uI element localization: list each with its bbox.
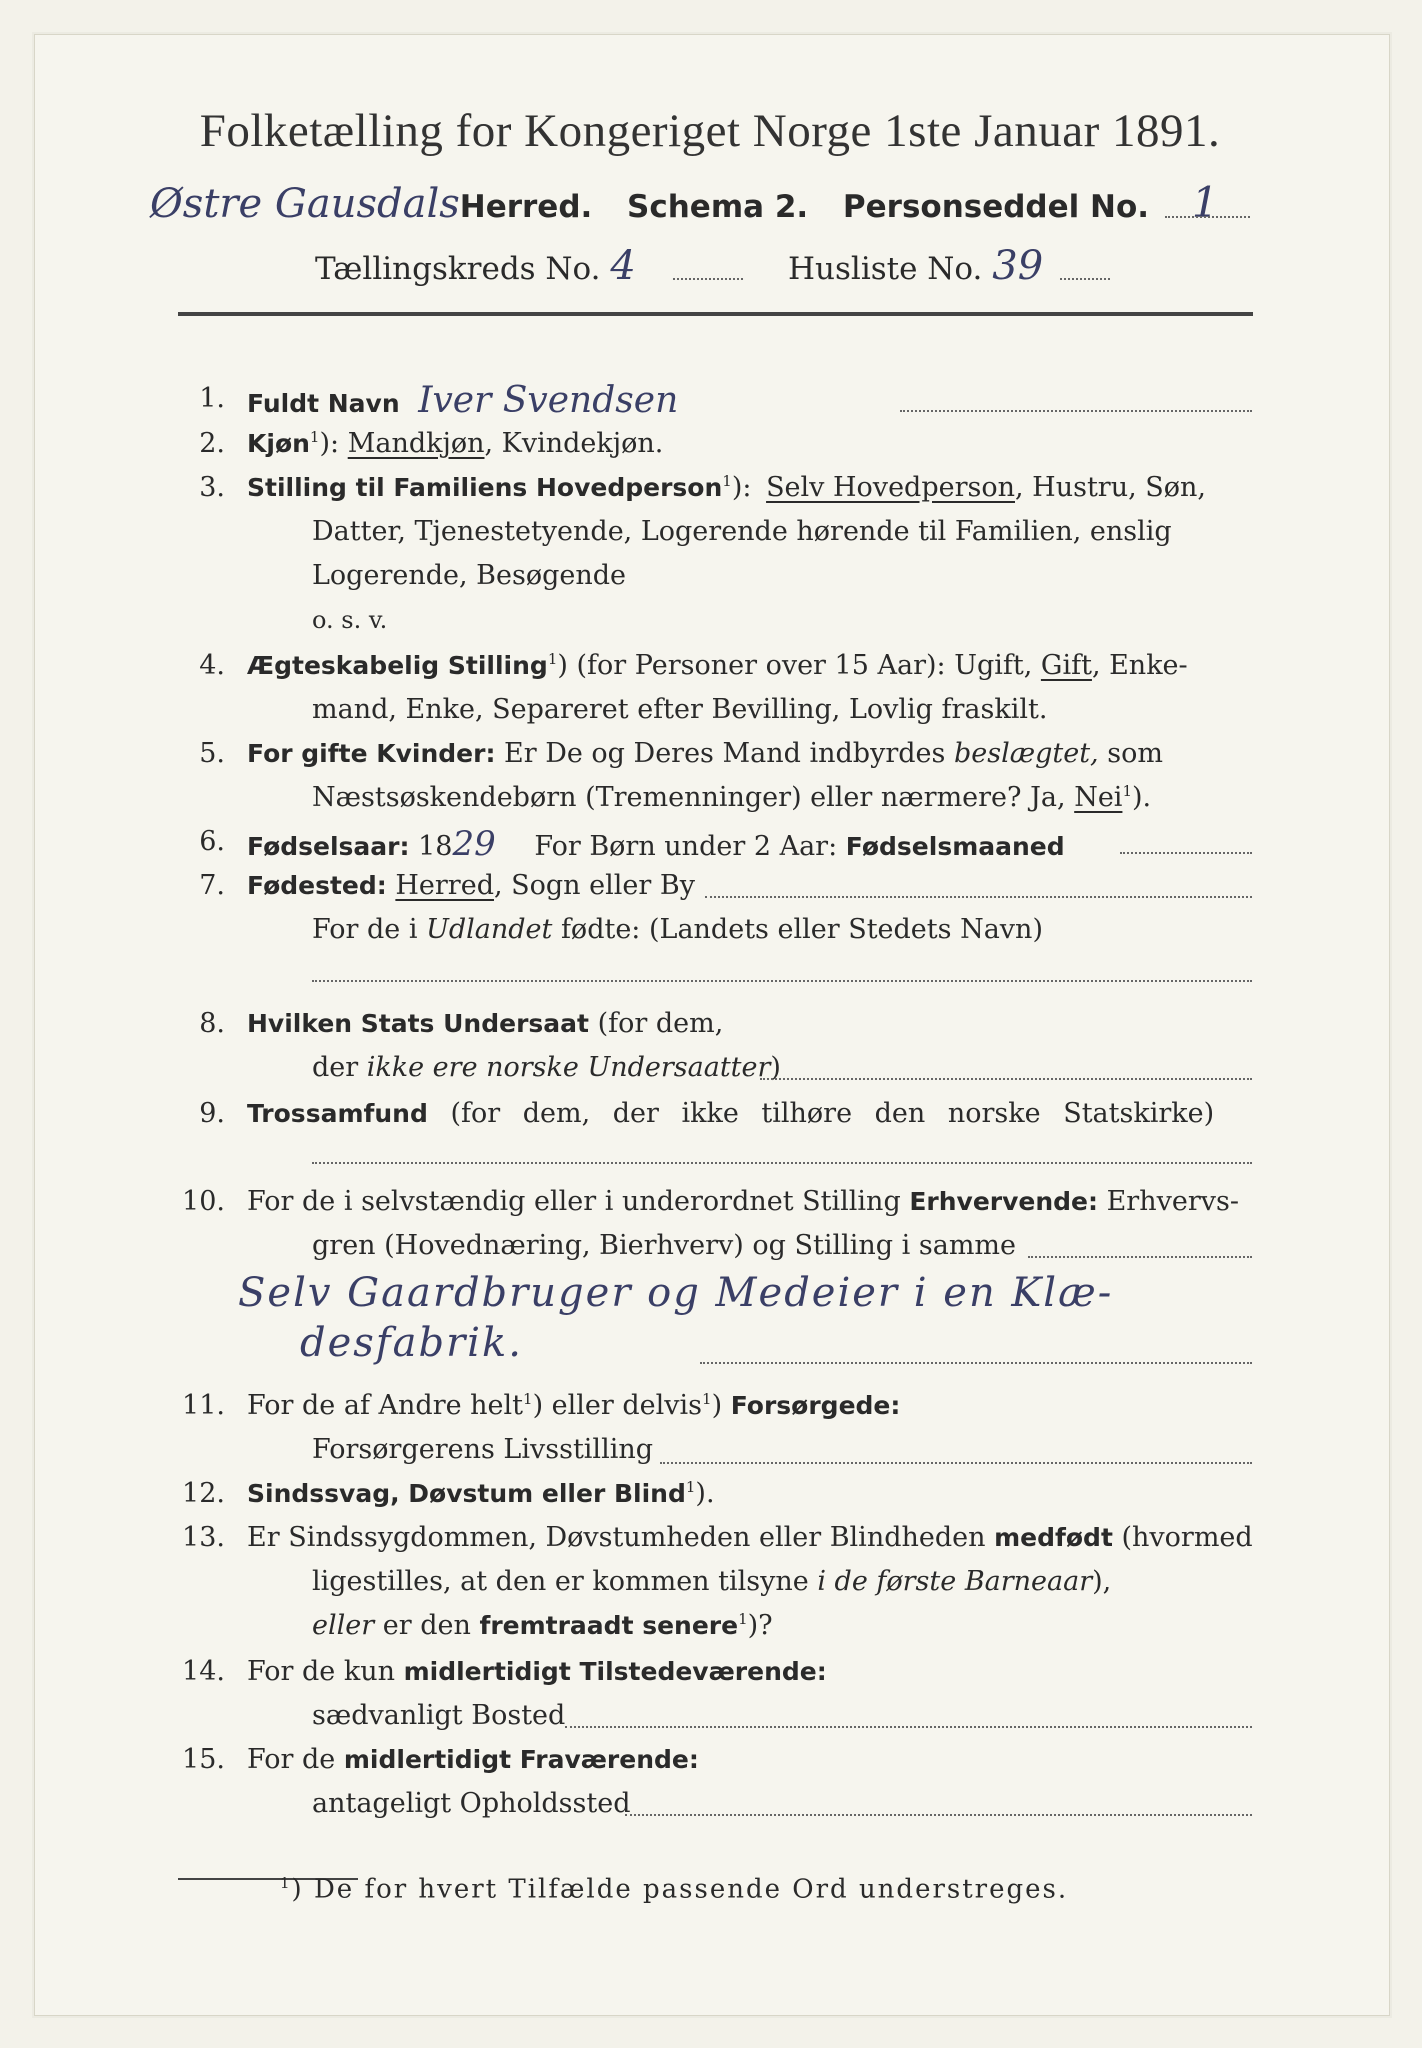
q6-label2: Fødselsmaaned bbox=[845, 832, 1065, 861]
q10-line2: gren (Hovednæring, Bierhverv) og Stilling i samme bbox=[312, 1230, 1017, 1261]
q10-dotline2 bbox=[700, 1362, 1252, 1364]
q5-label: For gifte Kvinder: bbox=[247, 739, 496, 768]
q13-label: medfødt bbox=[994, 1523, 1113, 1552]
q12-number: 12. bbox=[182, 1478, 225, 1509]
q7-dotline2 bbox=[312, 980, 1252, 982]
q3-number: 3. bbox=[199, 472, 225, 503]
q13-line3: eller er den fremtraadt senere$^1$)? bbox=[312, 1610, 773, 1641]
q11-line1: For de af Andre helt$^1$) eller delvis$^1$) Forsørgede: bbox=[247, 1390, 901, 1421]
q5-number: 5. bbox=[199, 738, 225, 769]
q7-label: Fødested: bbox=[247, 871, 387, 900]
q12-line: Sindssvag, Døvstum eller Blind$^1$). bbox=[247, 1478, 715, 1509]
q8-line1: Hvilken Stats Undersaat (for dem, bbox=[247, 1008, 724, 1039]
q11-dotline bbox=[660, 1462, 1252, 1464]
herred-value: Østre Gausdals bbox=[150, 181, 460, 227]
q14-dotline bbox=[565, 1726, 1252, 1728]
q7-line1: Fødested: Herred, Sogn eller By bbox=[247, 870, 695, 901]
q12-label: Sindssvag, Døvstum eller Blind bbox=[247, 1479, 686, 1508]
herred-label: Herred. bbox=[459, 189, 593, 225]
q8-line2: der ikke ere norske Undersaatter) bbox=[312, 1052, 781, 1083]
q7-line2: For de i Udlandet fødte: (Landets eller Stedets Navn) bbox=[312, 914, 1043, 945]
kreds-value: 4 bbox=[610, 243, 636, 289]
q9-label: Trossamfund bbox=[247, 1099, 428, 1128]
q14-number: 14. bbox=[182, 1656, 225, 1687]
q8-dotline bbox=[760, 1078, 1252, 1080]
q15-line2: antageligt Opholdssted bbox=[312, 1788, 631, 1819]
q7-number: 7. bbox=[199, 870, 225, 901]
kreds-line bbox=[315, 243, 636, 289]
q15-line1: For de midlertidigt Fraværende: bbox=[247, 1744, 699, 1775]
q6-number: 6. bbox=[199, 826, 225, 857]
q15-number: 15. bbox=[182, 1744, 225, 1775]
q14-line1: For de kun midlertidigt Tilstedeværende: bbox=[247, 1656, 827, 1687]
form-title: Folketælling for Kongeriget Norge 1ste Januar 1891. bbox=[199, 105, 1221, 157]
q7-dotline bbox=[705, 896, 1252, 898]
q6-line: Fødselsaar: 1829 For Børn under 2 Aar: Fødselsmaaned bbox=[247, 824, 1065, 864]
q5-line1: For gifte Kvinder: Er De og Deres Mand indbyrdes beslægtet, som bbox=[247, 738, 1163, 769]
q9-dotline bbox=[312, 1162, 1252, 1164]
q2-label: Kjøn bbox=[247, 429, 310, 458]
q8-number: 8. bbox=[199, 1008, 225, 1039]
husliste-label: Husliste No. bbox=[788, 251, 983, 287]
q5-line2: Næstsøskendebørn (Tremenninger) eller nærmere? Ja, Nei$^1$). bbox=[312, 782, 1152, 813]
q4-line2: mand, Enke, Separeret efter Bevilling, Lovlig fraskilt. bbox=[312, 694, 1048, 725]
q8-label: Hvilken Stats Undersaat bbox=[247, 1009, 589, 1038]
q11-label: Forsørgede: bbox=[730, 1391, 901, 1420]
husliste-dotline bbox=[1060, 278, 1110, 280]
q14-label: midlertidigt Tilstedeværende: bbox=[403, 1657, 827, 1686]
kreds-label: Tællingskreds No. bbox=[315, 251, 601, 287]
schema-label: Schema 2. bbox=[627, 189, 809, 225]
q5-selected-option: Nei bbox=[1074, 782, 1123, 813]
q15-label: midlertidigt Fraværende: bbox=[343, 1745, 699, 1774]
kreds-dotline bbox=[673, 278, 743, 280]
header-rule bbox=[178, 312, 1253, 316]
q2-line: Kjøn$^1$): Mandkjøn, Kvindekjøn. bbox=[247, 428, 664, 459]
q1-number: 1. bbox=[199, 383, 225, 414]
personseddel-value: 1 bbox=[1191, 178, 1219, 227]
footnote-line: $^1$) De for hvert Tilfælde passende Ord understreges. bbox=[280, 1874, 1069, 1905]
q13-number: 13. bbox=[182, 1522, 225, 1553]
q13-label3: fremtraadt senere bbox=[479, 1611, 739, 1640]
q3-line2: Datter, Tjenestetyende, Logerende hørende til Familien, enslig bbox=[312, 516, 1172, 547]
q7-selected-option: Herred bbox=[395, 870, 494, 901]
q4-label: Ægteskabelig Stilling bbox=[247, 651, 548, 680]
q3-line1: Stilling til Familiens Hovedperson$^1$): Selv Hovedperson, Hustru, Søn, bbox=[247, 472, 1206, 503]
q11-number: 11. bbox=[182, 1390, 225, 1421]
q14-line2: sædvanligt Bosted bbox=[312, 1700, 566, 1731]
husliste-line bbox=[788, 243, 1043, 289]
q6-dotline bbox=[1120, 852, 1252, 854]
q4-line1: Ægteskabelig Stilling$^1$) (for Personer over 15 Aar): Ugift, Gift, Enke- bbox=[247, 650, 1188, 681]
q13-line2: ligestilles, at den er kommen tilsyne i de første Barneaar), bbox=[312, 1566, 1112, 1597]
q1-line bbox=[247, 380, 678, 421]
q10-dotline bbox=[1028, 1256, 1252, 1258]
q1-value: Iver Svendsen bbox=[418, 380, 679, 421]
q10-handwritten-line1: Selv Gaardbruger og Medeier i en Klæ- bbox=[238, 1270, 1114, 1316]
q10-handwritten-line2: desfabrik. bbox=[300, 1320, 523, 1366]
q11-line2-text: Forsørgerens Livsstilling bbox=[312, 1434, 654, 1465]
q1-label: Fuldt Navn bbox=[247, 389, 400, 418]
q3-selected-option: Selv Hovedperson bbox=[766, 472, 1015, 503]
q6-label: Fødselsaar: bbox=[247, 832, 410, 861]
personseddel-dotline bbox=[1165, 216, 1250, 218]
q4-number: 4. bbox=[199, 650, 225, 681]
q1-dotline bbox=[900, 410, 1252, 412]
q10-label: Erhvervende: bbox=[909, 1187, 1099, 1216]
q9-line: Trossamfund (for dem, der ikke tilhøre den norske Statskirke) bbox=[247, 1098, 1215, 1129]
q3-label: Stilling til Familiens Hovedperson bbox=[247, 473, 723, 502]
q2-number: 2. bbox=[199, 428, 225, 459]
personseddel-label: Personseddel No. bbox=[842, 189, 1150, 225]
q9-number: 9. bbox=[199, 1098, 225, 1129]
q4-selected-option: Gift bbox=[1040, 650, 1092, 681]
q13-line1: Er Sindssygdommen, Døvstumheden eller Blindheden medfødt (hvormed bbox=[247, 1522, 1253, 1553]
q15-dotline bbox=[625, 1814, 1252, 1816]
husliste-value: 39 bbox=[992, 243, 1044, 289]
q6-value: 29 bbox=[452, 824, 496, 864]
q2-selected-option: Mandkjøn bbox=[347, 428, 485, 459]
q10-line1: For de i selvstændig eller i underordnet Stilling Erhvervende: Erhvervs- bbox=[247, 1186, 1239, 1217]
q3-line4: o. s. v. bbox=[312, 606, 388, 634]
q10-number: 10. bbox=[182, 1186, 225, 1217]
herred-line bbox=[150, 178, 1219, 227]
q3-line3: Logerende, Besøgende bbox=[312, 560, 626, 591]
